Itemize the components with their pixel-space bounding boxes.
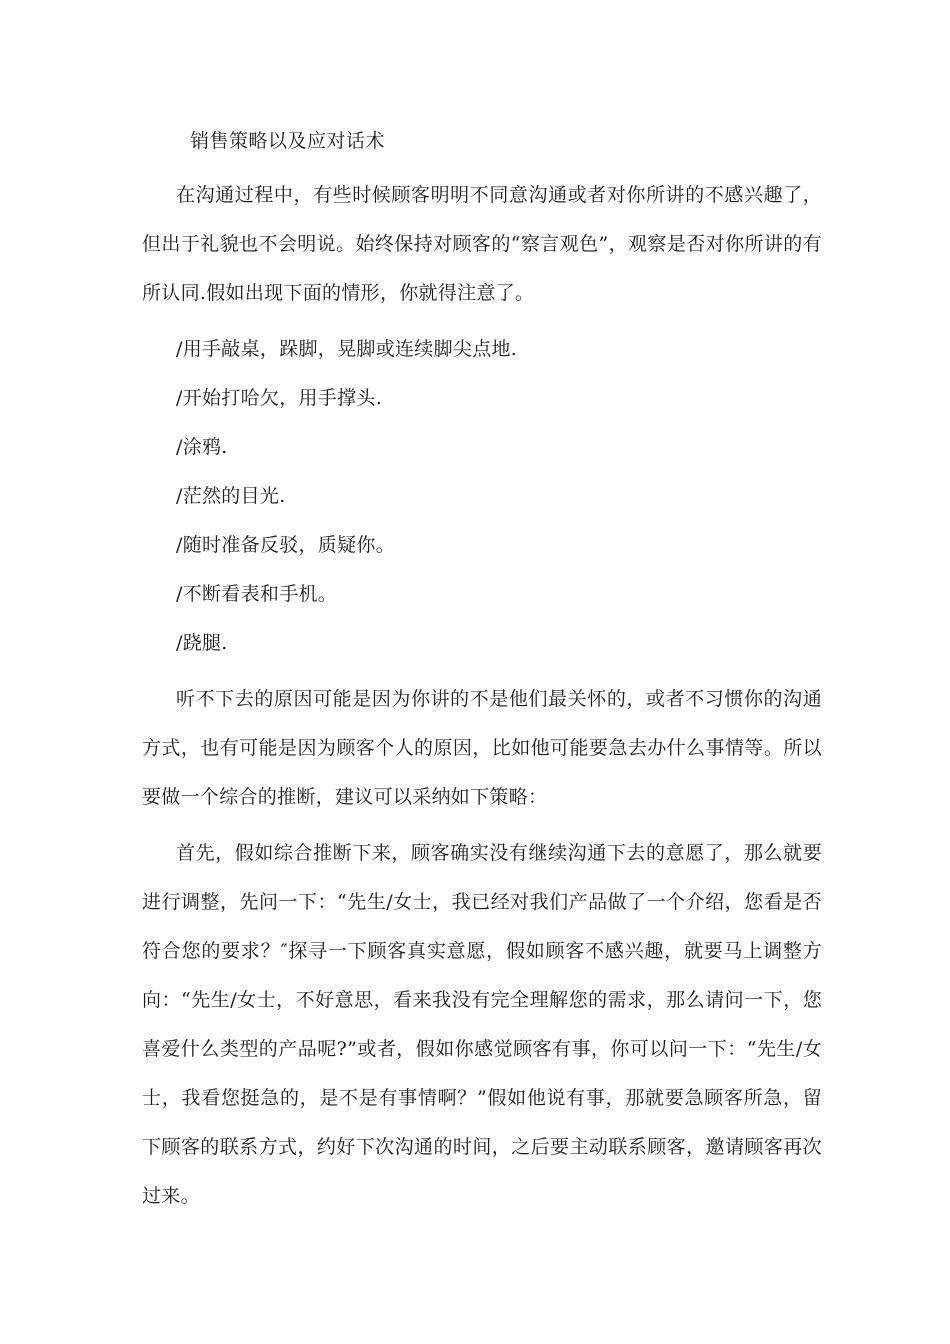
list-item: /跷腿. (176, 632, 228, 654)
list-item: /涂鸦. (176, 436, 228, 458)
list-item: /茫然的目光. (176, 485, 286, 507)
warning-signs-list (142, 325, 822, 668)
paragraph-reasons: 听不下去的原因可能是因为你讲的不是他们最关怀的，或者不习惯你的沟通方式，也有可能是因为顾客个人的原因，比如他可能要急去办什么事情等。所以要做一个综合的推断，建议可以采纳如下策略： (142, 688, 822, 808)
list-item: /不断看表和手机。 (176, 583, 338, 605)
paragraph-intro: 在沟通过程中，有些时候顾客明明不同意沟通或者对你所讲的不感兴趣了，但出于礼貌也不会明说。始终保持对顾客的“察言观色”，观察是否对你所讲的有所认同.假如出现下面的情形，你就得注意了。 (142, 184, 822, 304)
paragraph-strategy: 首先，假如综合推断下来，顾客确实没有继续沟通下去的意愿了，那么就要进行调整，先问一下：“先生/女士，我已经对我们产品做了一个介绍，您看是否符合您的要求？″探寻一下顾客真实意愿，假如顾客不感兴趣，就要马上调整方向：“先生/女士，不好意思，看来我没有完全理解您的需求，那么请问一下，您喜爱什么类型的产品呢?”或者，假如你感觉顾客有事，你可以问一下：“先生/女士，我看您挺急的，是不是有事情啊？”假如他说有事，那就要急顾客所急，留下顾客的联系方式，约好下次沟通的时间，之后要主动联系顾客，邀请顾客再次过来。 (142, 842, 822, 1207)
list-item: /开始打哈欠，用手撑头. (176, 387, 383, 409)
document-body (142, 123, 822, 1228)
list-item: /随时准备反驳，质疑你。 (176, 534, 396, 556)
document-title: 销售策略以及应对话术 (190, 130, 386, 152)
list-item: /用手敲桌，跺脚，晃脚或连续脚尖点地. (176, 338, 518, 360)
